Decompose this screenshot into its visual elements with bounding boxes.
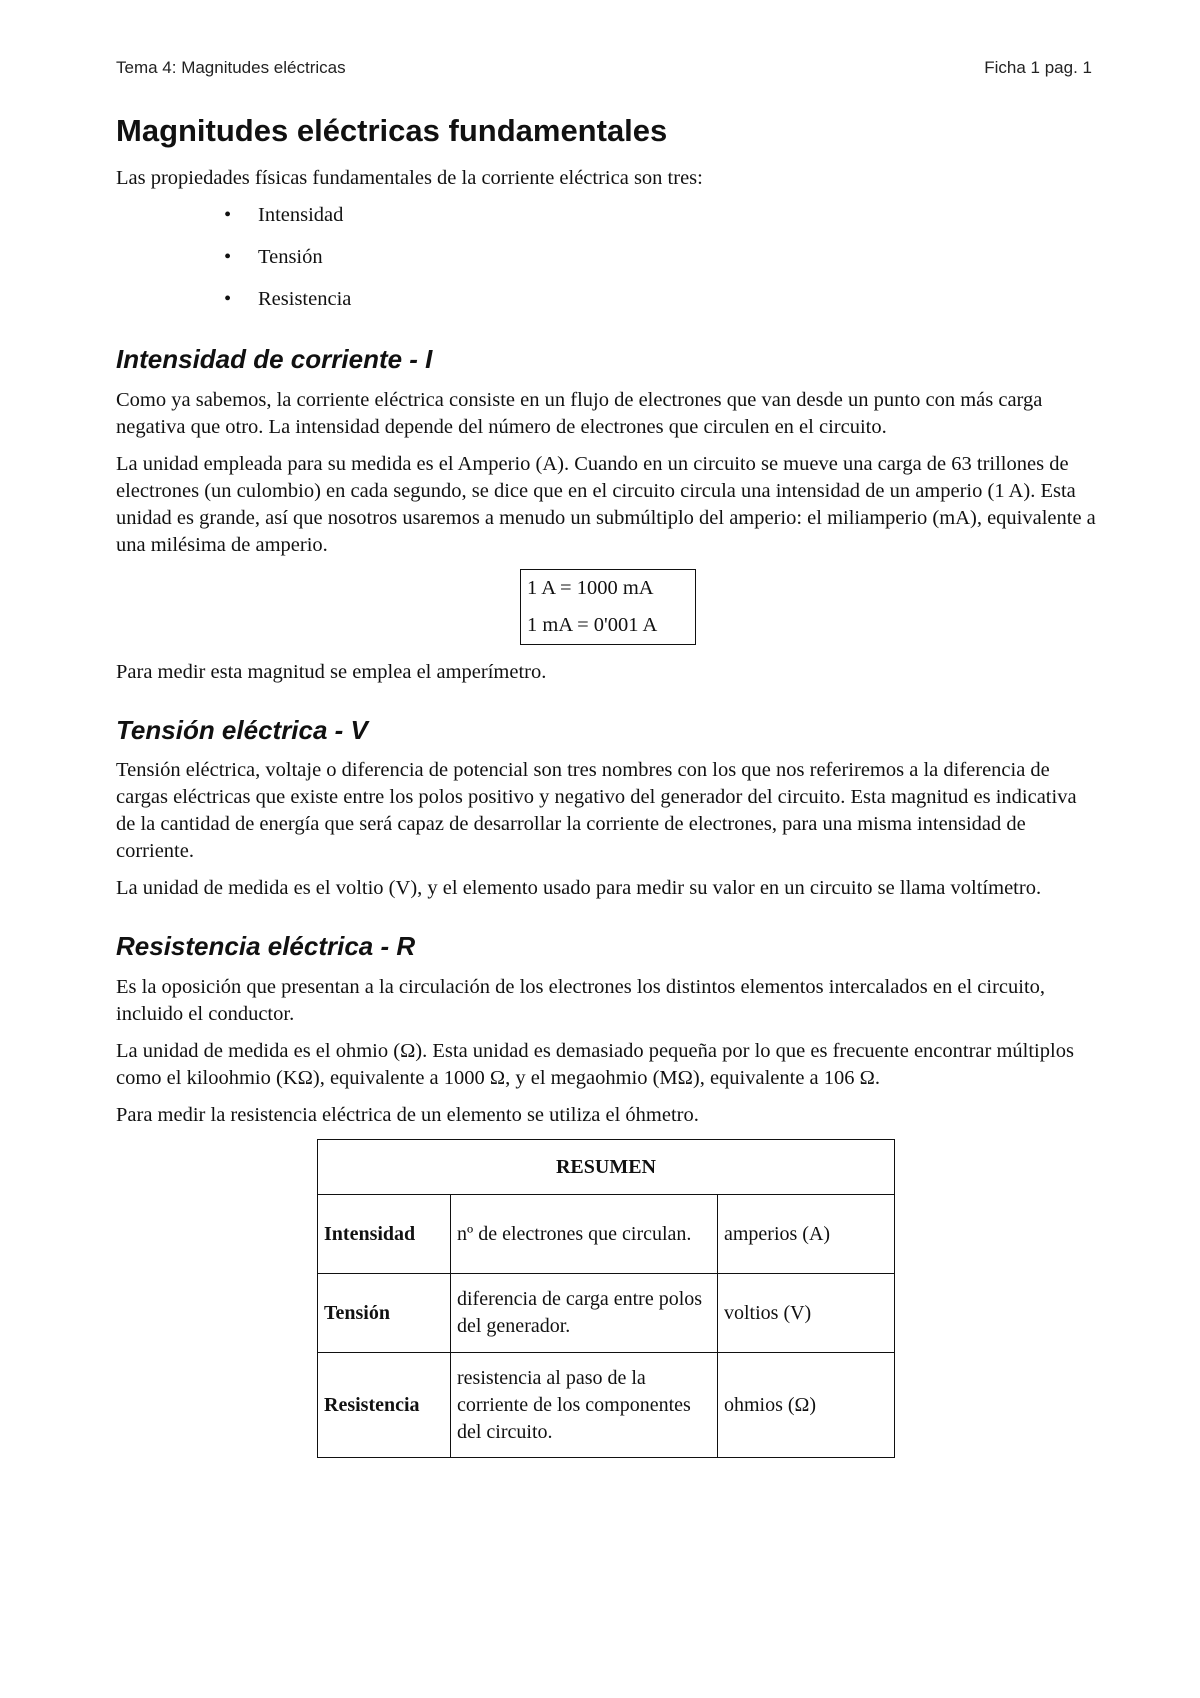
intensidad-paragraph-2: La unidad empleada para su medida es el Amperio (A). Cuando en un circuito se mueve una carga de 63 trillones de electrones (un culombio) en cada segundo, se dice que en el circuito circula una intensidad de un amperio (1 A). Esta unidad es grande, así que nosotros usaremos a menudo un submúltiplo del amperio: el miliamperio (mA), equivalente a una milésima de amperio.	[116, 452, 1096, 556]
table-cell-unit: ohmios (Ω)	[718, 1353, 895, 1458]
summary-table	[317, 1139, 895, 1458]
tension-paragraph-1: Tensión eléctrica, voltaje o diferencia de potencial son tres nombres con los que nos referiremos a la diferencia de cargas eléctricas que existe entre los polos positivo y negativo del generador del circuito. Esta magnitud es indicativa de la cantidad de energía que será capaz de desarrollar la corriente de electrones, para una misma intensidad de corriente.	[116, 759, 1077, 863]
table-cell-desc: diferencia de carga entre polos del generador.	[451, 1274, 718, 1353]
running-header-left: Tema 4: Magnitudes eléctricas	[116, 58, 346, 77]
resistencia-paragraph-2: La unidad de medida es el ohmio (Ω). Esta unidad es demasiado pequeña por lo que es frecuente encontrar múltiplos como el kiloohmio (KΩ), equivalente a 1000 Ω, y el megaohmio (MΩ), equivalente a 106 Ω.	[116, 1040, 1074, 1090]
bullet-icon: •	[224, 287, 232, 310]
section-heading-resistencia: Resistencia eléctrica - R	[116, 931, 416, 962]
section-heading-tension: Tensión eléctrica - V	[116, 714, 368, 745]
tension-paragraph-2: La unidad de medida es el voltio (V), y el elemento usado para medir su valor en un circuito se llama voltímetro.	[116, 877, 1042, 900]
table-cell-unit: voltios (V)	[718, 1274, 895, 1353]
summary-title: RESUMEN	[318, 1140, 895, 1195]
intensidad-paragraph-3: Para medir esta magnitud se emplea el amperímetro.	[116, 660, 547, 683]
bullet-icon: •	[224, 245, 232, 268]
table-row	[318, 1274, 895, 1353]
equation-2: 1 mA = 0'001 A	[527, 613, 658, 636]
page-title: Magnitudes eléctricas fundamentales	[116, 113, 668, 148]
table-cell-name: Resistencia	[318, 1353, 451, 1458]
magnitudes-list	[224, 202, 1100, 313]
document-body	[116, 112, 1100, 1458]
running-header-right: Ficha 1 pag. 1	[984, 58, 1092, 77]
list-item-text: Intensidad	[258, 203, 344, 226]
table-cell-desc: resistencia al paso de la corriente de los componentes del circuito.	[451, 1353, 718, 1458]
list-item-text: Tensión	[258, 245, 323, 268]
bullet-icon: •	[224, 203, 232, 226]
resistencia-paragraph-1: Es la oposición que presentan a la circulación de los electrones los distintos elementos intercalados en el circuito, incluido el conductor.	[116, 976, 1046, 1026]
list-item-text: Resistencia	[258, 287, 352, 310]
equation-1: 1 A = 1000 mA	[527, 576, 654, 599]
table-cell-name: Intensidad	[318, 1195, 451, 1274]
resistencia-paragraph-3: Para medir la resistencia eléctrica de un elemento se utiliza el óhmetro.	[116, 1104, 699, 1127]
table-cell-name: Tensión	[318, 1274, 451, 1353]
table-row	[318, 1353, 895, 1458]
section-heading-intensidad: Intensidad de corriente - I	[116, 343, 433, 374]
list-item	[224, 286, 1100, 313]
table-row	[318, 1195, 895, 1274]
intensidad-paragraph-1: Como ya sabemos, la corriente eléctrica consiste en un flujo de electrones que van desde un punto con más carga negativa que otro. La intensidad depende del número de electrones que circulen en el circuito.	[116, 388, 1043, 438]
intro-paragraph: Las propiedades físicas fundamentales de la corriente eléctrica son tres:	[116, 166, 703, 189]
table-cell-desc: nº de electrones que circulan.	[451, 1195, 718, 1274]
equivalence-box	[520, 569, 696, 645]
table-cell-unit: amperios (A)	[718, 1195, 895, 1274]
list-item	[224, 244, 1100, 271]
list-item	[224, 202, 1100, 229]
